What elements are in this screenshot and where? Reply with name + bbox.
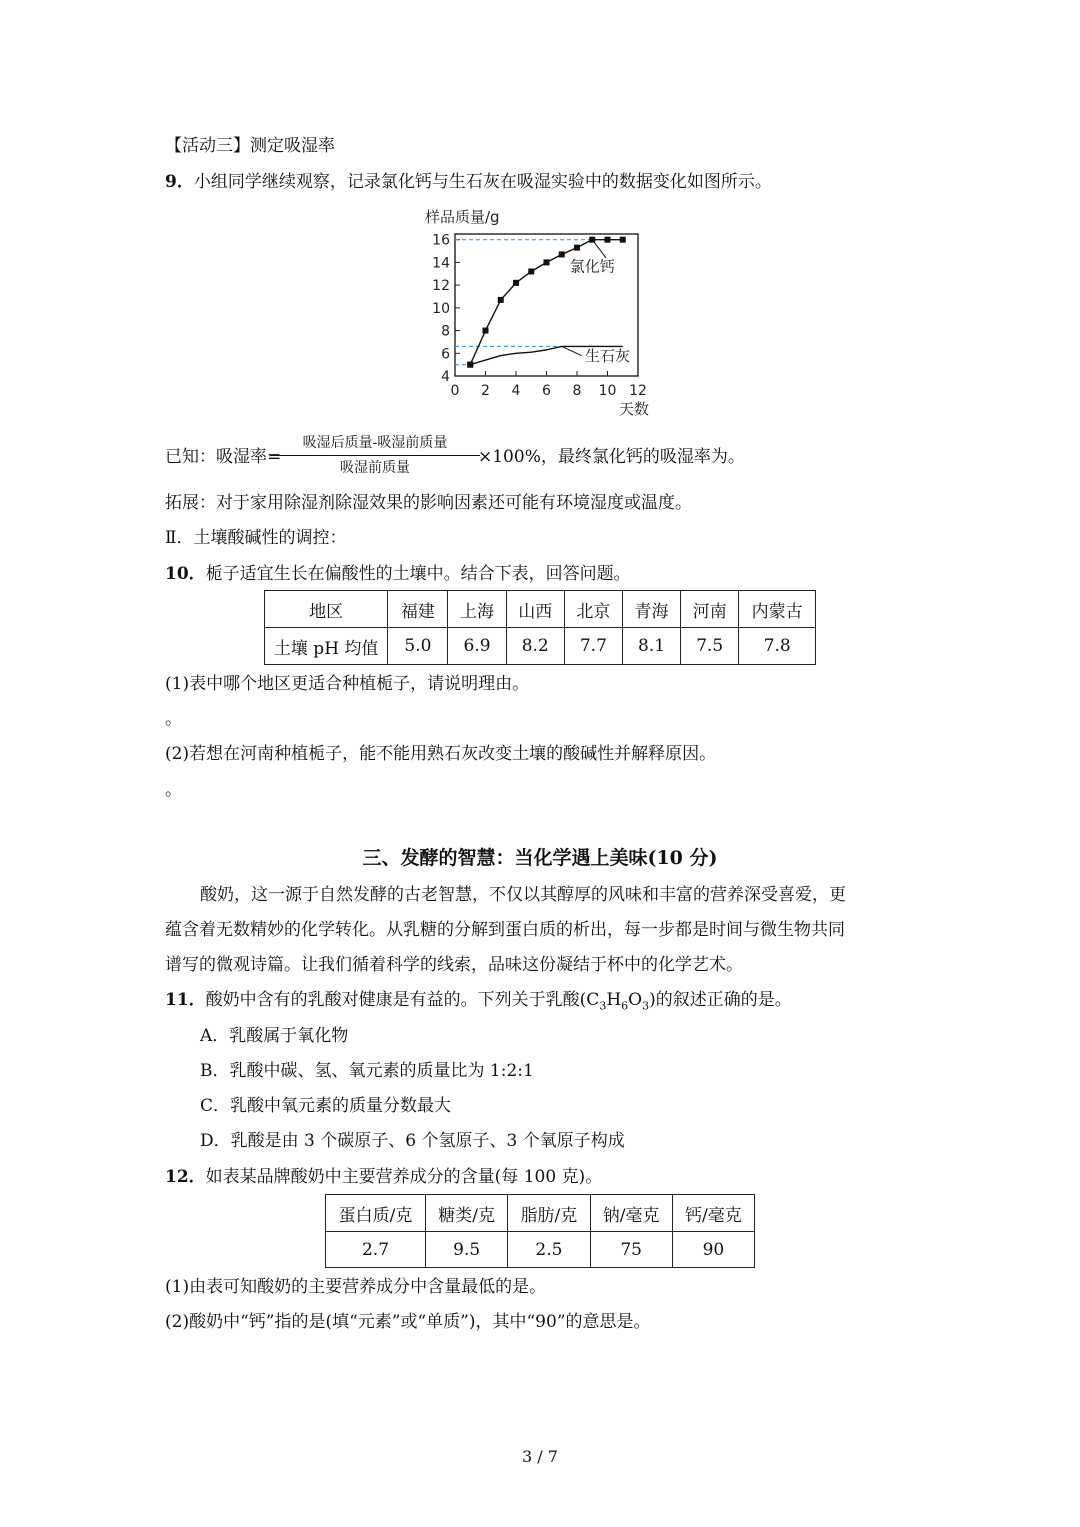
- formula-fraction: [270, 433, 480, 478]
- y-tick-label: 6: [441, 346, 450, 363]
- question-number: 10．: [165, 564, 206, 584]
- leader-line: [592, 240, 606, 258]
- formula-prefix: 已知：吸湿率=: [165, 447, 282, 467]
- table-header-row: [265, 591, 816, 628]
- table-cell: 8.2: [506, 628, 564, 665]
- table-cell: 5.0: [388, 628, 448, 665]
- y-tick-label: 4: [441, 369, 450, 385]
- x-tick-label: 0: [450, 383, 460, 399]
- y-tick-label: 10: [432, 300, 450, 317]
- table-cell: 2.7: [326, 1232, 426, 1268]
- question-10: [165, 562, 631, 586]
- question-12-2: (2)酸奶中“钙”指的是(填“元素”或“单质”)，其中“90”的意思是。: [165, 1312, 651, 1332]
- x-tick-label: 8: [572, 383, 582, 399]
- table-cell: 2.5: [508, 1232, 590, 1268]
- formula-suffix: ×100%，最终氯化钙的吸湿率为。: [478, 447, 745, 467]
- y-axis-label: 样品质量/g: [425, 208, 500, 226]
- table-cell: 内蒙古: [739, 591, 816, 628]
- fraction-bar: [270, 455, 480, 456]
- table-cell: 6.9: [448, 628, 506, 665]
- y-tick-label: 16: [432, 232, 450, 249]
- question-number: 11．: [165, 990, 206, 1010]
- data-point: [513, 280, 519, 286]
- table-cell: 7.8: [739, 628, 816, 665]
- x-tick-label: 10: [598, 383, 617, 399]
- formula-element: O: [628, 990, 643, 1010]
- soil-ph-table: [264, 590, 816, 665]
- option-d: D．乳酸是由 3 个碳原子、6 个氢原子、3 个氧原子构成: [200, 1131, 625, 1151]
- leader-line: [562, 346, 582, 355]
- option-c: C．乳酸中氧元素的质量分数最大: [200, 1096, 452, 1116]
- answer-end-mark: 。: [165, 709, 182, 729]
- data-point: [605, 237, 611, 243]
- table-cell: 钙/毫克: [672, 1195, 754, 1232]
- data-point: [559, 251, 565, 257]
- question-text: 栀子适宜生长在偏酸性的土壤中。结合下表，回答问题。: [205, 564, 631, 584]
- section-2-heading: Ⅱ．土壤酸碱性的调控：: [165, 528, 347, 548]
- formula-subscript: 6: [621, 999, 629, 1013]
- table-row: [326, 1232, 755, 1268]
- intro-line: 蕴含着无数精妙的化学转化。从乳糖的分解到蛋白质的析出，每一步都是时间与微生物共同: [165, 920, 845, 940]
- table-cell: 上海: [448, 591, 506, 628]
- x-axis-label: 天数: [618, 400, 650, 418]
- y-tick-label: 8: [441, 323, 450, 340]
- table-cell: 钠/毫克: [590, 1195, 672, 1232]
- option-b: B．乳酸中碳、氢、氧元素的质量比为 1:2:1: [200, 1061, 534, 1081]
- table-cell: 地区: [265, 591, 388, 628]
- answer-end-mark: 。: [165, 780, 182, 800]
- y-tick-label: 12: [432, 278, 450, 295]
- data-point: [620, 237, 626, 243]
- table-cell: 土壤 pH 均值: [265, 628, 388, 665]
- section-3-title: 三、发酵的智慧：当化学遇上美味(10 分): [362, 847, 718, 869]
- x-tick-label: 2: [481, 383, 490, 399]
- question-text: 酸奶中含有的乳酸对健康是有益的。下列关于乳酸(C: [205, 990, 600, 1010]
- intro-line: 酸奶，这一源于自然发酵的古老智慧，不仅以其醇厚的风味和丰富的营养深受喜爱，更: [200, 885, 846, 905]
- data-point: [483, 328, 489, 334]
- question-10-2: (2)若想在河南种植栀子，能不能用熟石灰改变土壤的酸碱性并解释原因。: [165, 744, 717, 764]
- formula-subscript: 3: [642, 999, 650, 1013]
- moisture-chart: [420, 200, 680, 420]
- table-cell: 山西: [506, 591, 564, 628]
- question-9: [165, 170, 772, 194]
- formula-subscript: 3: [599, 999, 607, 1013]
- series-label: 氯化钙: [569, 257, 615, 276]
- formula-element: H: [606, 990, 622, 1010]
- question-text: )的叙述正确的是。: [649, 990, 792, 1010]
- table-cell: 8.1: [622, 628, 680, 665]
- data-point: [528, 268, 534, 274]
- data-point: [574, 245, 580, 251]
- table-cell: 脂肪/克: [508, 1195, 590, 1232]
- series-label: 生石灰: [584, 347, 631, 366]
- intro-line: 谱写的微观诗篇。让我们循着科学的线索，品味这份凝结于杯中的化学艺术。: [165, 955, 743, 975]
- table-cell: 青海: [622, 591, 680, 628]
- table-cell: 75: [590, 1232, 672, 1268]
- table-cell: 90: [672, 1232, 754, 1268]
- x-tick-label: 6: [542, 383, 551, 399]
- question-12-1: (1)由表可知酸奶的主要营养成分中含量最低的是。: [165, 1277, 547, 1297]
- data-point: [544, 259, 550, 265]
- question-text: 如表某品牌酸奶中主要营养成分的含量(每 100 克)。: [205, 1167, 603, 1187]
- table-row: [265, 628, 816, 665]
- question-12: [165, 1165, 602, 1189]
- table-cell: 蛋白质/克: [326, 1195, 426, 1232]
- question-10-1: (1)表中哪个地区更适合种植栀子，请说明理由。: [165, 674, 530, 694]
- x-tick-label: 4: [511, 383, 521, 399]
- question-11: [165, 988, 792, 1018]
- x-tick-label: 12: [629, 383, 647, 399]
- extension-text: 拓展：对于家用除湿剂除湿效果的影响因素还可能有环境湿度或温度。: [165, 493, 692, 513]
- table-cell: 9.5: [426, 1232, 508, 1268]
- activity-heading: 【活动三】测定吸湿率: [165, 136, 335, 156]
- question-number: 9．: [165, 172, 194, 192]
- table-cell: 糖类/克: [426, 1195, 508, 1232]
- question-text: 小组同学继续观察，记录氯化钙与生石灰在吸湿实验中的数据变化如图所示。: [193, 172, 772, 192]
- table-cell: 7.5: [681, 628, 739, 665]
- data-point: [498, 297, 504, 303]
- table-cell: 福建: [388, 591, 448, 628]
- y-tick-label: 14: [432, 255, 450, 272]
- question-number: 12．: [165, 1167, 206, 1187]
- data-point: [467, 362, 473, 368]
- nutrition-table: [325, 1194, 755, 1268]
- table-cell: 7.7: [564, 628, 622, 665]
- page-number: 3 / 7: [522, 1447, 558, 1466]
- table-header-row: [326, 1195, 755, 1232]
- option-a: A．乳酸属于氧化物: [200, 1026, 349, 1046]
- formula-denominator: 吸湿前质量: [340, 460, 410, 476]
- table-cell: 河南: [681, 591, 739, 628]
- formula-numerator: 吸湿后质量-吸湿前质量: [302, 435, 448, 451]
- table-cell: 北京: [564, 591, 622, 628]
